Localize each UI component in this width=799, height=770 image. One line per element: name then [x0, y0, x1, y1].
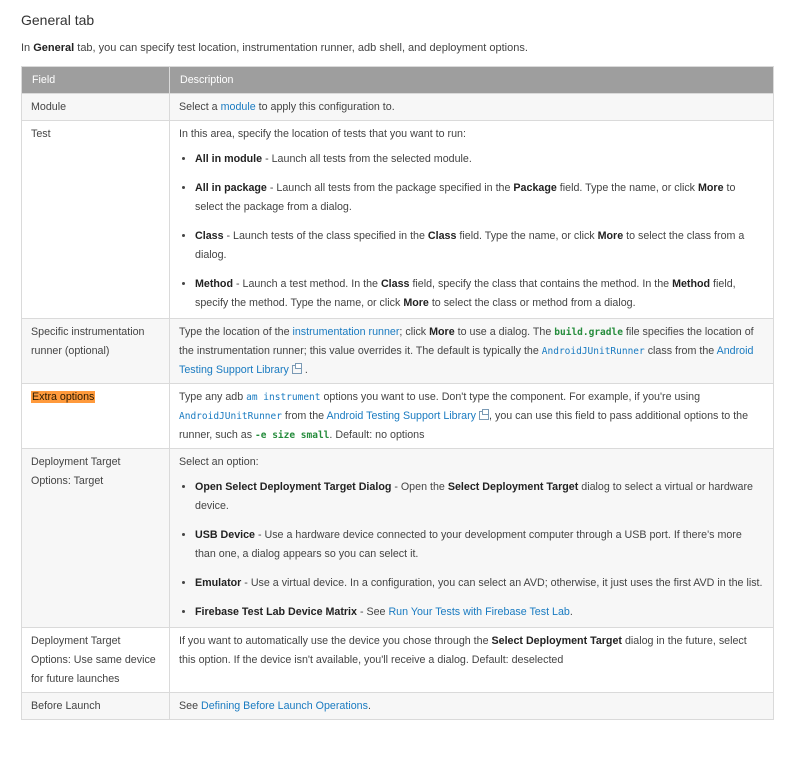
instrumentation-runner-link[interactable]: instrumentation runner	[292, 326, 400, 338]
description-cell: Type the location of the instrumentation runner; click More to use a dialog. The build.gradle file specifies the location of the instrumentation runner; this value overrides it. The default is typically the AndroidJUnitRunner class from the Android Testing Support Library .	[170, 319, 774, 384]
section-title: General tab	[21, 12, 95, 28]
field-cell	[22, 384, 170, 449]
testing-support-library-link[interactable]: Android Testing Support Library	[179, 345, 754, 376]
header-description: Description	[170, 67, 774, 94]
before-launch-link[interactable]: Defining Before Launch Operations	[201, 700, 368, 712]
field-cell: Specific instrumentation runner (optional)	[22, 319, 170, 384]
list-item: • Class - Launch tests of the class specified in the Class field. Type the name, or click More to select the class from a dialog.	[195, 227, 764, 265]
table-row	[22, 693, 774, 720]
module-link[interactable]: module	[220, 101, 256, 113]
table-row	[22, 121, 774, 319]
table-row	[22, 384, 774, 449]
table-row	[22, 94, 774, 121]
description-cell: See Defining Before Launch Operations.	[170, 693, 774, 720]
testing-support-library-link[interactable]: Android Testing Support Library	[326, 410, 477, 422]
external-link-icon	[292, 365, 302, 374]
firebase-test-lab-link[interactable]: Run Your Tests with Firebase Test Lab	[388, 606, 570, 618]
table-row	[22, 628, 774, 693]
table-header	[22, 67, 774, 94]
field-cell: Module	[22, 94, 170, 121]
description-cell: Select an option: • Open Select Deployment Target Dialog - Open the Select Deployment Target dialog to select a virtual or hardware device. • USB Device - Use a hardware device connected to your development computer through a USB port. If there's more than one, a dialog appears so you can select it. • Emulator - Use a virtual device. In a configuration, you can select an AVD; otherwise, it just uses the first AVD in the list. • Firebase Test Lab Device Matrix - See Run Your Tests with Firebase Test Lab.	[170, 449, 774, 628]
list-item: • Emulator - Use a virtual device. In a configuration, you can select an AVD; otherwise, it just uses the first AVD in the list.	[195, 574, 764, 593]
list-item: • Open Select Deployment Target Dialog - Open the Select Deployment Target dialog to select a virtual or hardware device.	[195, 478, 764, 516]
list-item: • All in module - Launch all tests from the selected module.	[195, 150, 764, 169]
description-cell: In this area, specify the location of tests that you want to run: • All in module - Launch all tests from the selected module. • All in package - Launch all tests from the package specified in the Package field. Type the name, or click More to select the package from a dialog. • Class - Launch tests of the class specified in the Class field. Type the name, or click More to select the class from a dialog. • Method - Launch a test method. In the Class field, specify the class that contains the method. In the Method field, specify the method. Type the name, or click More to select the class or method from a dialog.	[170, 121, 774, 319]
highlighted-field: Extra options	[32, 391, 95, 403]
external-link-icon	[479, 411, 489, 420]
field-cell: Deployment Target Options: Target	[22, 449, 170, 628]
deploy-options-list	[179, 478, 764, 622]
description-cell: Type any adb am instrument options you want to use. Don't type the component. For example, if you're using AndroidJUnitRunner from the Android Testing Support Library , you can use this field to pass additional options to the runner, such as -e size small. Default: no options	[170, 384, 774, 449]
table-row	[22, 319, 774, 384]
list-item: • All in package - Launch all tests from the package specified in the Package field. Type the name, or click More to select the package from a dialog.	[195, 179, 764, 217]
list-item: • USB Device - Use a hardware device connected to your development computer through a USB port. If there's more than one, a dialog appears so you can select it.	[195, 526, 764, 564]
list-item: • Method - Launch a test method. In the Class field, specify the class that contains the method. In the Method field, specify the method. Type the name, or click More to select the class or method from a dialog.	[195, 275, 764, 313]
description-cell: Select a module to apply this configuration to.	[170, 94, 774, 121]
header-field: Field	[22, 67, 170, 94]
field-cell: Test	[22, 121, 170, 319]
test-options-list	[179, 150, 764, 313]
list-item: • Firebase Test Lab Device Matrix - See Run Your Tests with Firebase Test Lab.	[195, 603, 764, 622]
options-table	[21, 66, 774, 720]
intro-text: In General tab, you can specify test location, instrumentation runner, adb shell, and deployment options.	[21, 42, 528, 54]
table-row	[22, 449, 774, 628]
description-cell: If you want to automatically use the device you chose through the Select Deployment Target dialog in the future, select this option. If the device isn't available, you'll receive a dialog. Default: deselected	[170, 628, 774, 693]
field-cell: Deployment Target Options: Use same device for future launches	[22, 628, 170, 693]
field-cell: Before Launch	[22, 693, 170, 720]
